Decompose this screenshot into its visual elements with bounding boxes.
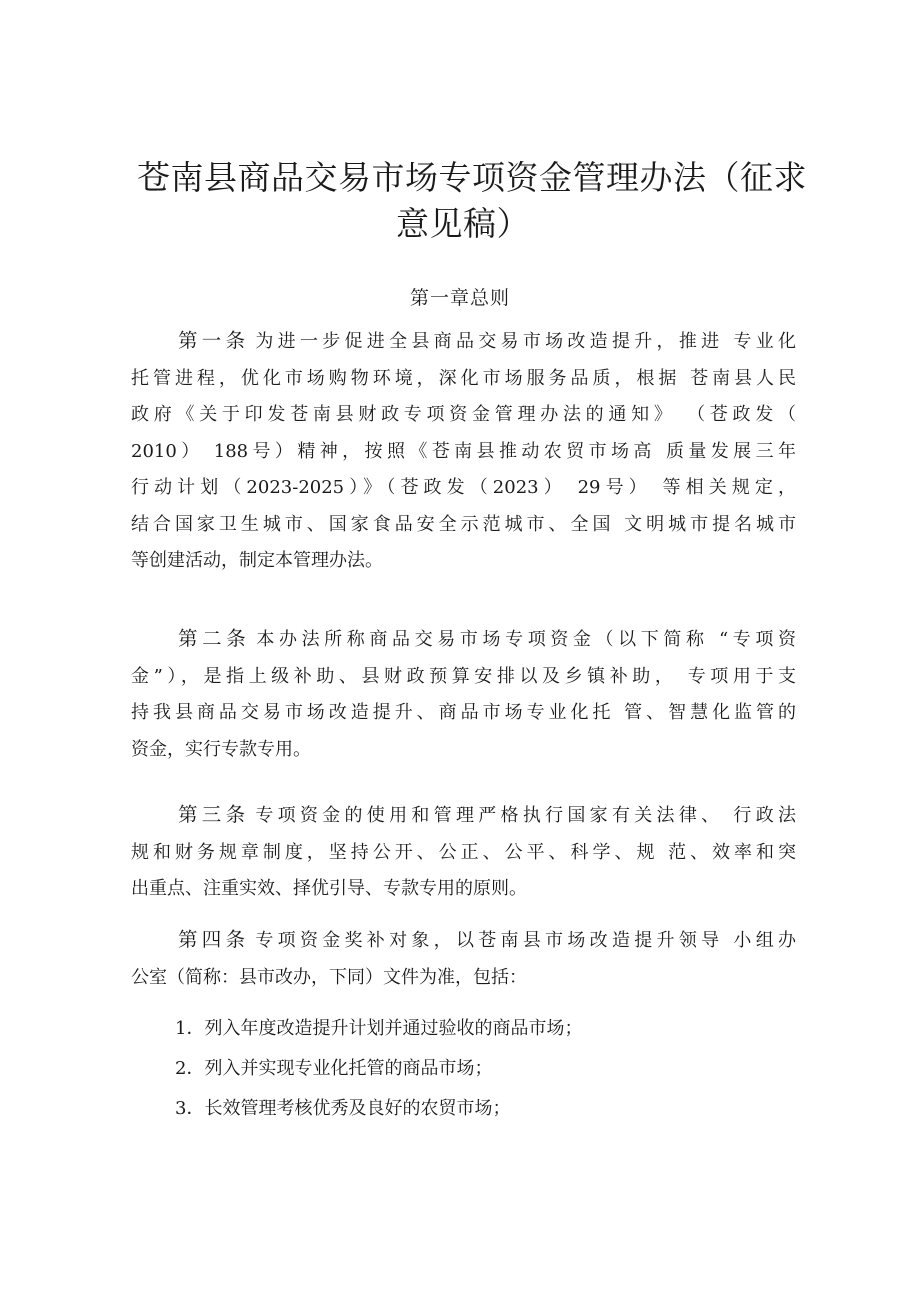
article-2-label: 第二条: [178, 627, 251, 650]
document-title: [130, 155, 807, 247]
article-2-line: 第二条 本办法所称商品交易市场专项资金（以下简称 “专项资: [178, 627, 796, 650]
article-4-line: 第四条 专项资金奖补对象，以苍南县市场改造提升领导 小组办: [178, 928, 796, 951]
article-2-line: 资金，实行专款专用。: [131, 738, 311, 760]
article-1-line: 政府《关于印发苍南县财政专项资金管理办法的通知》 （苍政发（: [131, 404, 796, 425]
article-2-line: 持我县商品交易市场改造提升、商品市场专业化托 管、智慧化监管的: [131, 702, 796, 723]
chapter-heading: 第一章总则: [409, 287, 510, 309]
list-item: 1．列入年度改造提升计划并通过验收的商品市场；: [175, 1018, 583, 1039]
document-title-line-2: 意见稿）: [396, 204, 530, 243]
article-1-line: 等创建活动，制定本管理办法。: [131, 550, 383, 571]
article-1-line: 第一条 为进一步促进全县商品交易市场改造提升，推进 专业化: [178, 329, 796, 352]
article-1: [131, 323, 796, 580]
article-4-line: 公室（简称：县市改办，下同）文件为准，包括：: [131, 966, 527, 988]
article-4-label: 第四条: [178, 928, 250, 951]
article-3-line: 规和财务规章制度，坚持公开、公正、公平、科学、规 范、效率和突: [131, 841, 796, 863]
article-1-label: 第一条: [178, 329, 250, 352]
article-3-line: 出重点、注重实效、择优引导、专款专用的原则。: [131, 878, 527, 899]
article-3: [131, 797, 796, 908]
article-1-line: 行动计划（2023-2025）》（苍政发（2023） 29号） 等相关规定，: [131, 477, 796, 498]
article-1-line: 托管进程，优化市场购物环境，深化市场服务品质，根据 苍南县人民: [131, 367, 796, 389]
article-4: [131, 922, 796, 996]
document-title-line-1: 苍南县商品交易市场专项资金管理办法（征求: [137, 158, 807, 197]
article-2-line: 金”），是指上级补助、县财政预算安排以及乡镇补助， 专项用于支: [131, 665, 796, 687]
article-1-line: 结合国家卫生城市、国家食品安全示范城市、全国 文明城市提名城市: [131, 513, 796, 535]
article-3-label: 第三条: [178, 803, 250, 826]
article-1-line: 2010） 188号）精神，按照《苍南县推动农贸市场高 质量发展三年: [131, 440, 796, 462]
list-item: 2．列入并实现专业化托管的商品市场；: [175, 1058, 493, 1079]
article-3-line: 第三条 专项资金的使用和管理严格执行国家有关法律、 行政法: [178, 803, 796, 826]
list-item: 3．长效管理考核优秀及良好的农贸市场；: [175, 1098, 511, 1119]
article-2: [131, 621, 796, 768]
